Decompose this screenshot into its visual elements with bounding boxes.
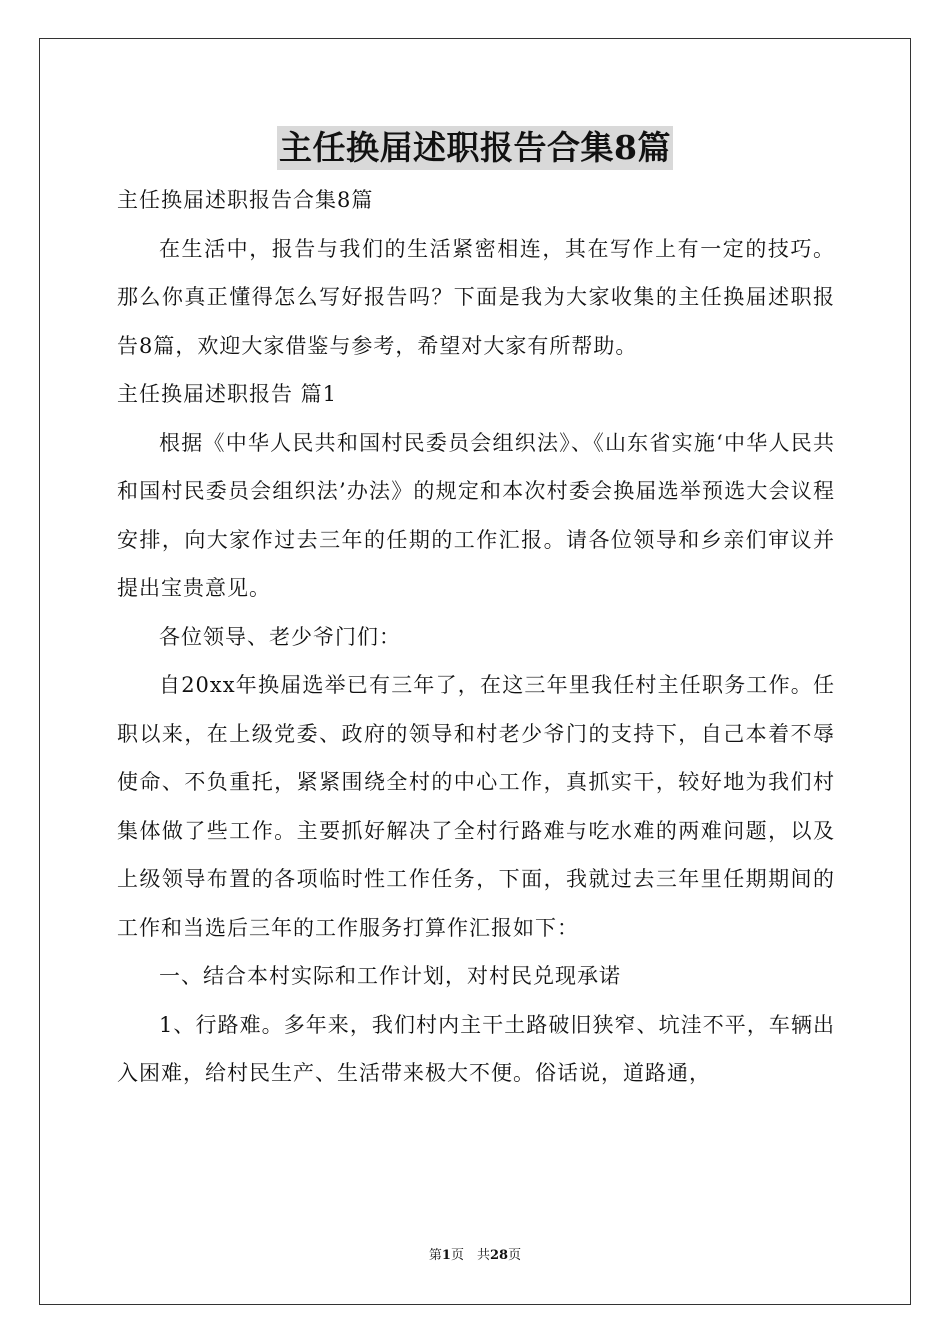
paragraph[interactable]: 各位领导、老少爷门们： xyxy=(159,624,401,649)
paragraph[interactable]: 自20xx年换届选举已有三年了，在这三年里我任村主任职务工作。任职以来，在上级党委、政府的领导和村老少爷门的支持下，自己本着不辱使命、不负重托，紧紧围绕全村的中心工作，真抓实干，较好地为我们村集体做了些工作。主要抓好解决了全村行路难与吃水难的两难问题，以及上级领导布置的各项临时性工作任务，下面，我就过去三年里任期期间的工作和当选后三年的工作服务打算作汇报如下： xyxy=(117,673,835,940)
footer-suffix: 页 xyxy=(508,1248,522,1263)
footer-page-total: 28 xyxy=(489,1248,509,1263)
footer-mid: 页 共 xyxy=(450,1248,490,1263)
paragraph[interactable]: 在生活中，报告与我们的生活紧密相连，其在写作上有一定的技巧。那么你真正懂得怎么写好报告吗？下面是我为大家收集的主任换届述职报告8篇，欢迎大家借鉴与参考，希望对大家有所帮助。 xyxy=(117,236,835,358)
footer-prefix: 第 xyxy=(428,1248,442,1263)
footer-page-current: 1 xyxy=(441,1248,451,1263)
document-body xyxy=(117,176,835,1098)
page-footer xyxy=(0,1247,950,1265)
paragraph[interactable]: 根据《中华人民共和国村民委员会组织法》、《山东省实施‘中华人民共和国村民委员会组织法’办法》的规定和本次村委会换届选举预选大会议程安排，向大家作过去三年的任期的工作汇报。请各位领导和乡亲们审议并提出宝贵意见。 xyxy=(117,430,835,600)
paragraph[interactable]: 1、行路难。多年来，我们村内主干土路破旧狭窄、坑洼不平，车辆出入困难，给村民生产、生活带来极大不便。俗话说，道路通， xyxy=(117,1012,835,1085)
title-wrap xyxy=(0,126,950,170)
paragraph[interactable]: 主任换届述职报告合集8篇 xyxy=(117,188,374,212)
document-title[interactable]: 主任换届述职报告合集8篇 xyxy=(277,126,673,170)
section-heading[interactable]: 主任换届述职报告 篇1 xyxy=(117,382,338,406)
paragraph[interactable]: 一、结合本村实际和工作计划，对村民兑现承诺 xyxy=(159,964,621,988)
